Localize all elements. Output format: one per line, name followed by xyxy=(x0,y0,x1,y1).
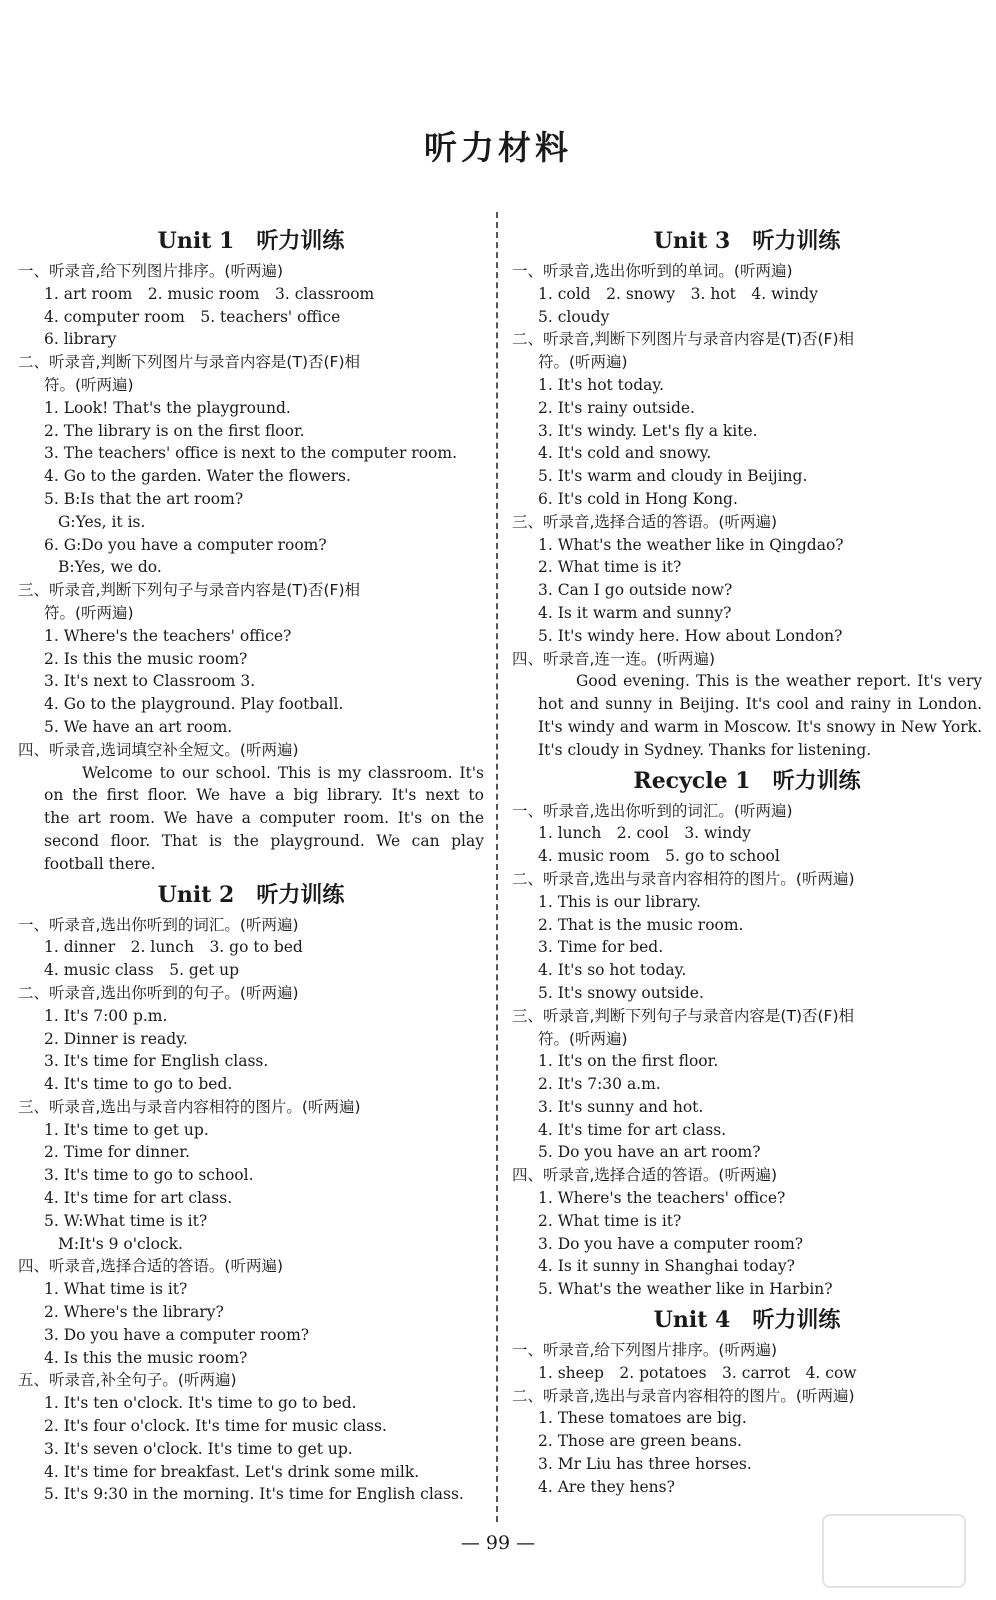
section-heading: 一、听录音,选出你听到的词汇。(听两遍) xyxy=(18,915,299,934)
list-item: 1. Look! That's the playground. xyxy=(44,398,291,417)
section-heading: 一、听录音,选出你听到的词汇。(听两遍) xyxy=(512,801,793,820)
list-item: 2. It's 7:30 a.m. xyxy=(538,1075,661,1094)
right-column xyxy=(512,222,982,1499)
section-heading: 三、听录音,判断下列句子与录音内容是(T)否(F)相 xyxy=(18,581,361,600)
list-item: 6. It's cold in Hong Kong. xyxy=(538,489,738,508)
passage-line: Good evening. This is the weather report. It's very xyxy=(576,672,982,691)
list-item: 5. W:What time is it? xyxy=(44,1211,208,1230)
section-heading: 二、听录音,选出与录音内容相符的图片。(听两遍) xyxy=(512,1386,855,1405)
section-heading: 符。(听两遍) xyxy=(538,1029,628,1048)
list-item: 2. The library is on the first floor. xyxy=(44,421,305,440)
list-item: 4. It's time for art class. xyxy=(538,1120,727,1139)
list-item: 4. Go to the garden. Water the flowers. xyxy=(44,467,351,486)
left-column xyxy=(18,222,484,1506)
list-item: 6. library xyxy=(44,330,117,349)
list-item: 2. That is the music room. xyxy=(538,915,744,934)
list-item: 1. It's on the first floor. xyxy=(538,1052,719,1071)
list-item: 3. It's seven o'clock. It's time to get up. xyxy=(44,1439,353,1458)
list-item: 5. It's 9:30 in the morning. It's time for English class. xyxy=(44,1485,464,1504)
passage-line: Welcome to our school. This is my classroom. It's xyxy=(82,763,484,782)
list-item: 5. Do you have an art room? xyxy=(538,1143,761,1162)
list-item: 5. It's windy here. How about London? xyxy=(538,626,843,645)
list-item: B:Yes, we do. xyxy=(58,558,162,577)
list-item: 1. It's 7:00 p.m. xyxy=(44,1006,168,1025)
list-item: 3. Do you have a computer room? xyxy=(44,1325,310,1344)
list-item: 1. cold 2. snowy 3. hot 4. windy xyxy=(538,284,818,303)
passage-line: It's cloudy in Sydney. Thanks for listening. xyxy=(538,740,872,759)
section-heading: 符。(听两遍) xyxy=(44,603,134,622)
unit-4-title: Unit 4 听力训练 xyxy=(653,1307,841,1334)
list-item: 2. Those are green beans. xyxy=(538,1432,742,1451)
list-item: 5. B:Is that the art room? xyxy=(44,489,244,508)
section-heading: 四、听录音,选词填空补全短文。(听两遍) xyxy=(18,740,299,759)
list-item: 3. It's sunny and hot. xyxy=(538,1097,704,1116)
list-item: 2. Where's the library? xyxy=(44,1303,224,1322)
section-heading: 符。(听两遍) xyxy=(44,375,134,394)
list-item: 1. This is our library. xyxy=(538,892,701,911)
list-item: 3. The teachers' office is next to the computer room. xyxy=(44,444,457,463)
list-item: 1. It's time to get up. xyxy=(44,1120,209,1139)
section-heading: 一、听录音,选出你听到的单词。(听两遍) xyxy=(512,262,793,280)
section-heading: 一、听录音,给下列图片排序。(听两遍) xyxy=(18,262,284,280)
section-heading: 三、听录音,选择合适的答语。(听两遍) xyxy=(512,512,778,531)
list-item: 3. It's next to Classroom 3. xyxy=(44,672,256,691)
list-item: 3. Do you have a computer room? xyxy=(538,1234,804,1253)
section-heading: 符。(听两遍) xyxy=(538,353,628,372)
section-heading: 五、听录音,补全句子。(听两遍) xyxy=(18,1371,237,1390)
list-item: 3. Mr Liu has three horses. xyxy=(538,1455,752,1474)
unit-3-title: Unit 3 听力训练 xyxy=(653,228,841,254)
section-heading: 二、听录音,判断下列图片与录音内容是(T)否(F)相 xyxy=(512,330,855,349)
list-item: 4. music class 5. get up xyxy=(44,961,240,980)
list-item: 2. Time for dinner. xyxy=(44,1143,190,1162)
list-item: 4. Is it warm and sunny? xyxy=(538,603,732,622)
page-number: — 99 — xyxy=(460,1532,536,1554)
list-item: 2. It's four o'clock. It's time for music class. xyxy=(44,1417,387,1436)
section-heading: 四、听录音,选择合适的答语。(听两遍) xyxy=(18,1257,284,1276)
passage-line: It's windy and warm in Moscow. It's snowy in New York. xyxy=(538,717,982,736)
list-item: 3. Can I go outside now? xyxy=(538,581,733,600)
passage-line: the art room. We have a computer room. It's on the xyxy=(44,809,484,828)
list-item: 4. Is it sunny in Shanghai today? xyxy=(538,1257,795,1276)
list-item: 2. Dinner is ready. xyxy=(44,1029,188,1048)
list-item: 4. Go to the playground. Play football. xyxy=(44,695,344,714)
list-item: 4. It's time for breakfast. Let's drink some milk. xyxy=(44,1462,420,1481)
list-item: 1. It's ten o'clock. It's time to go to bed. xyxy=(44,1394,357,1413)
list-item: 4. It's time to go to bed. xyxy=(44,1075,233,1094)
list-item: 2. What time is it? xyxy=(538,558,682,577)
watermark-logo xyxy=(822,1514,966,1588)
list-item: 5. What's the weather like in Harbin? xyxy=(538,1280,833,1299)
passage-line: football there. xyxy=(44,854,156,873)
list-item: 1. dinner 2. lunch 3. go to bed xyxy=(44,938,303,957)
list-item: 4. Are they hens? xyxy=(538,1477,675,1496)
list-item: 5. We have an art room. xyxy=(44,717,233,736)
list-item: 1. It's hot today. xyxy=(538,375,665,394)
section-heading: 四、听录音,选择合适的答语。(听两遍) xyxy=(512,1166,778,1185)
list-item: 1. What's the weather like in Qingdao? xyxy=(538,535,844,554)
section-heading: 一、听录音,给下列图片排序。(听两遍) xyxy=(512,1341,778,1360)
list-item: 1. These tomatoes are big. xyxy=(538,1409,747,1428)
section-heading: 二、听录音,选出与录音内容相符的图片。(听两遍) xyxy=(512,869,855,888)
section-heading: 四、听录音,连一连。(听两遍) xyxy=(512,649,716,668)
list-item: 3. It's time to go to school. xyxy=(44,1166,254,1185)
list-item: 4. computer room 5. teachers' office xyxy=(44,307,341,326)
section-heading: 二、听录音,选出你听到的句子。(听两遍) xyxy=(18,983,299,1002)
list-item: 6. G:Do you have a computer room? xyxy=(44,535,327,554)
list-item: 4. music room 5. go to school xyxy=(538,847,780,866)
section-heading: 三、听录音,判断下列句子与录音内容是(T)否(F)相 xyxy=(512,1006,855,1025)
list-item: 3. Time for bed. xyxy=(538,938,664,957)
list-item: 1. sheep 2. potatoes 3. carrot 4. cow xyxy=(538,1363,857,1382)
list-item: 4. It's cold and snowy. xyxy=(538,444,712,463)
section-heading: 二、听录音,判断下列图片与录音内容是(T)否(F)相 xyxy=(18,353,361,372)
list-item: 5. It's snowy outside. xyxy=(538,983,704,1002)
passage-line: hot and sunny in Beijing. It's cool and rainy in London. xyxy=(538,695,982,714)
unit-1-title: Unit 1 听力训练 xyxy=(157,228,345,254)
list-item: 2. It's rainy outside. xyxy=(538,398,695,417)
list-item: 4. Is this the music room? xyxy=(44,1348,248,1367)
page-title: 听力材料 xyxy=(424,128,572,167)
unit-2-title: Unit 2 听力训练 xyxy=(157,881,345,908)
list-item: M:It's 9 o'clock. xyxy=(58,1234,183,1253)
section-heading: 三、听录音,选出与录音内容相符的图片。(听两遍) xyxy=(18,1097,361,1116)
list-item: 1. Where's the teachers' office? xyxy=(538,1189,786,1208)
list-item: 1. art room 2. music room 3. classroom xyxy=(44,284,375,303)
list-item: 2. What time is it? xyxy=(538,1211,682,1230)
recycle-1-title: Recycle 1 听力训练 xyxy=(633,767,861,794)
list-item: 1. lunch 2. cool 3. windy xyxy=(538,824,751,843)
list-item: 5. It's warm and cloudy in Beijing. xyxy=(538,467,808,486)
list-item: 3. It's time for English class. xyxy=(44,1052,269,1071)
list-item: 2. Is this the music room? xyxy=(44,649,248,668)
list-item: 4. It's so hot today. xyxy=(538,961,687,980)
list-item: 1. What time is it? xyxy=(44,1280,188,1299)
passage-line: on the first floor. We have a big library. It's next to xyxy=(44,786,484,805)
list-item: G:Yes, it is. xyxy=(58,512,146,531)
list-item: 3. It's windy. Let's fly a kite. xyxy=(538,421,758,440)
list-item: 5. cloudy xyxy=(538,307,610,326)
passage-line: second floor. That is the playground. We can play xyxy=(44,831,484,850)
column-divider xyxy=(496,212,498,1522)
list-item: 1. Where's the teachers' office? xyxy=(44,626,292,645)
list-item: 4. It's time for art class. xyxy=(44,1189,233,1208)
